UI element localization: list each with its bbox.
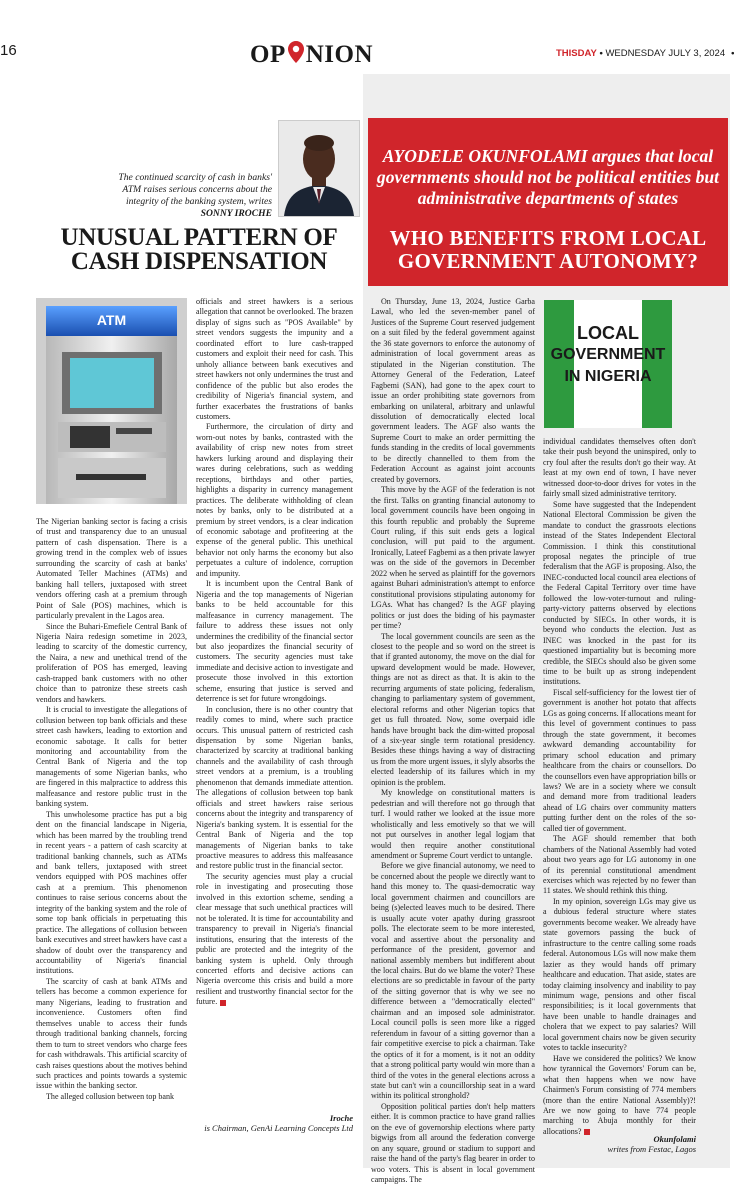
right-header-box bbox=[368, 118, 728, 286]
paper-name: THISDAY bbox=[556, 48, 597, 59]
paragraph: It is crucial to investigate the allegations of collusion between top bank officials and these street cash hawkers, leading to extortion and economic sabotage. It calls for better monitoring and accountability from the Central Bank of Nigeria and the top managements of some Nigerian banks, who are fingered in this malpractice to address this malfeasance and restore public trust in the banking system. bbox=[36, 705, 187, 809]
paragraph: Have we considered the politics? We know how tyrannical the Governors' Forum can be, what then happens when we now have Chairmen's Forum consisting of 774 members (more than the entire National Assembly)?! Are we now going to have 774 people marching to Abuja monthly for their allocations? bbox=[543, 1053, 696, 1136]
paragraph: Before we give financial autonomy, we need to be concerned about the people we directly want to hand this money to. The quasi-democratic way local government chairmen and councillors are being (s)elected leaves much to be desired. There is usually acute voter apathy during grassroot polls. The electorate seem to be more interested, vocal and assertive about the personality and performance of the president, governor and national assembly members but indifferent about the local chairs. But do we blame the voter? These elections are so predictable in favour of the party of the sitting governor that is why we see no difference between a "democratically elected" chairman and an imposed sole administrator. Local council polls is seen more like a rigged referendum in favour of a sitting governor than a fair competitive exercise to pick a chairman. Take the optics of it for a moment, is it not an oddity that a strong political party would win more than a third of the votes in the general elections across a state but can't win a councillorship seat in a ward within its political stronghold? bbox=[371, 861, 535, 1101]
paragraph: The scarcity of cash at bank ATMs and tellers has become a common experience for many Nigerians, leading to frustration and inconvenience. Customers often find themselves unable to access their funds through traditional banking channels, forcing them to turn to street vendors who charge fees for cash withdrawals. This artificial scarcity of cash raises questions about the motives behind such practices and points towards a systemic issue within the banking sector. bbox=[36, 976, 187, 1091]
right-headline: WHO BENEFITS FROM LOCAL GOVERNMENT AUTONOMY? bbox=[389, 226, 707, 273]
paragraph: The local government councils are seen as the closest to the people and so word on the street is that if granted autonomy, the move on the dial for upward development would be made. However, things are not as direct as that. It is akin to the recurring arguments of state policing, federalism, changing to parliamentary system of government, electoral reforms and other Nigerian topics that get us full throated. Now, some overpaid idle hands have brought back the dim-witted proposal of a six-year single term rotational presidency. Besides these things having a way of distracting us from the more urgent issues, it slyly absorbs the elected leadership of its failures which in my opinion is the problem. bbox=[371, 631, 535, 787]
paragraph: The alleged collusion between top bank bbox=[46, 1091, 175, 1101]
local-gov-caption-line1: LOCAL bbox=[577, 323, 639, 343]
masthead-line: THISDAY • WEDNESDAY JULY 3, 2024 bbox=[556, 48, 726, 59]
right-signoff bbox=[543, 1134, 696, 1155]
left-standfirst-author: SONNY IROCHE bbox=[200, 208, 272, 219]
paragraph: Furthermore, the circulation of dirty and worn-out notes by banks, contrasted with the availability of crisp new notes from street hawkers lurking around and displaying their wares during celebrations, such as wedding receptions, birthdays and other parties, highlights a disparity in currency management practices. The deliberate withholding of clean notes by banks, only to be distributed at a premium by street vendors, is a clear indication of economic sabotage and profiteering at the expense of the general public. This unethical behavior not only harms the economy but also perpetuates a culture of indolence, corruption and impunity. bbox=[196, 422, 353, 578]
paragraph: In conclusion, there is no other country that readily comes to mind, where such practice occurs. This unusual pattern of restricted cash dispensation by some Nigerian banks, characterized by scarcity at traditional banking channels and the availability of cash through street vendors at a premium, is a troubling phenomenon that demands immediate attention. The allegations of collusion between top bank officials and street hawkers raise serious concerns about the integrity and transparency of Nigeria's banking system. It is essential for the Central Bank of Nigeria and the top managements of Nigerian banks to take proactive measures to address this malfeasance and restore public trust in the financial sector. bbox=[196, 704, 353, 871]
right-article-column-2 bbox=[543, 437, 696, 1136]
issue-date: WEDNESDAY JULY 3, 2024 bbox=[605, 48, 726, 59]
author-photo-iroche bbox=[278, 120, 360, 217]
section-title-suffix: NION bbox=[305, 41, 374, 68]
paragraph: This move by the AGF of the federation is not the first. Talks on granting financial autonomy to local government councils have been ongoing in this fourth republic and probably the Supreme Court ruling, if this suit ends gets a logical conclusion, will put paid to the argument. Ironically, Lateef Fagbemi as a then private lawyer was on the side of the governors in December 2022 when he served as plaintiff for the governors against Buhari administration's attempt to enforce constitutional provisions stipulating autonomy for LGAs. What has changed? Is the AGF playing politics or just does the biding of his paymaster per time? bbox=[371, 485, 535, 631]
section-title bbox=[250, 40, 373, 69]
paragraph: officials and street hawkers is a serious allegation that cannot be overlooked. The brazen display of signs such as "POS Available" by street vendors suggests the impunity and a coordinated effort to lure cash-trapped customers and exploit their need for cash. This unholy alliance between bank executives and street hawkers not only undermines the trust and confidence of the public but also erodes the credibility of Nigeria's financial system, and further exacerbates the frustrations of banks customers. bbox=[196, 297, 353, 421]
left-signoff bbox=[196, 1113, 353, 1134]
paragraph: Since the Buhari-Emefiele Central Bank of Nigeria Naira redesign sometime in 2023, leading to scarcity of the domestic currency, the Naira, a new and unethical trend of the proliferation of POS has emerged, leaving cash-trapped bank customers with no other choice than to patronize these streets cash vendors and hawkers. bbox=[36, 621, 187, 704]
paragraph: Some have suggested that the Independent National Electoral Commission be given the mandate to conduct the grassroots elections instead of the States Independent Electoral Commission. I think this constitutional proposal negates the principle of true federalism that the AGF is proposing. Also, the INEC-conducted local council area elections of the Federal Capital Territory over time have followed the low-voter-turnout and ruling-party-victory patterns observed by elections conducted by SIECs. In other words, it is beyond who conducts the election. Just as INEC was knocked in the past for its questioned impartiality but is becoming more credible, the SIECs should also be given some time to be built up as strong independent institutions. bbox=[543, 499, 696, 687]
paragraph: The AGF should remember that both chambers of the National Assembly had voted about two years ago for LG autonomy in one of its perennial constitutional amendment exercises which was rejected by no fewer than 11 states. We should rethink this thing. bbox=[543, 834, 696, 896]
local-gov-caption-line2: GOVERNMENT bbox=[550, 346, 666, 363]
local-gov-caption-line3: IN NIGERIA bbox=[564, 368, 652, 385]
page-number: 16 bbox=[0, 42, 17, 59]
left-headline-line2: CASH DISPENSATION bbox=[70, 248, 328, 275]
left-signoff-role: is Chairman, GenAi Learning Concepts Ltd bbox=[204, 1123, 353, 1133]
section-title-prefix: OP bbox=[250, 41, 286, 68]
paragraph: The security agencies must play a crucial role in investigating and prosecuting those involved in this extortion scheme, sending a clear message that such unethical practices will not be tolerated. It is time for accountability and transparency to prevail in Nigeria's financial institutions, ensuring that the interests of the public are protected and the integrity of the banking system is upheld. Only through concerted efforts and decisive actions can Nigeria overcome this crisis and build a more resilient and trustworthy financial sector for the future. bbox=[196, 871, 353, 1007]
paragraph: Opposition political parties don't help matters either. It is common practice to have grand rallies on the eve of governorship elections where party bigwigs from all around the federation converge on any square, ground or stadium to support and raise the hand of the party's flag bearer in order to woo voters. This is absent in local government campaigns. The bbox=[371, 1101, 535, 1185]
paragraph: My knowledge on constitutional matters is pedestrian and will therefore not go through that turf. I would rather we looked at the issue more wholistically and less emotively so that we will not put ourselves in another legal logjam that would then require another constitutional amendment or Supreme Court verdict to untangle. bbox=[371, 788, 535, 861]
right-article-column-1 bbox=[371, 297, 535, 1185]
paragraph: On Thursday, June 13, 2024, Justice Garba Lawal, who led the seven-member panel of Justices of the Supreme Court reserved judgement on a suit filed by the federal government against the 36 state governors to enforce the autonomy of administration of local government areas as stipulated in the Nigerian constitution. The Attorney General of the Federation, Lateef Fagbemi (SAN), had gone to the apex court to issue an order prohibiting state governors from embarking on unilateral, arbitrary and unlawful dissolution of democratically elected local government leaders. The AGF also wants the Supreme Court to make an order permitting the funds standing in the credits of local governments to be directly channelled to them from the Federation Account as against joint accounts created by governors. bbox=[371, 297, 535, 484]
right-standfirst: AYODELE OKUNFOLAMI argues that local governments should not be political entities but administrative departments of states bbox=[376, 146, 720, 208]
left-headline bbox=[36, 226, 362, 274]
left-signoff-name: Iroche bbox=[329, 1113, 353, 1123]
paragraph: This unwholesome practice has put a big dent on the financial landscape in Nigeria, which has been marred by the troubling trend in recent years - a pattern of cash scarcity at traditional banking channels, such as ATMs and bank tellers, juxtaposed with street vendors equipped with POS machines offer cash at a premium. This phenomenon continues to raise serious concerns about the integrity of the banking system and the role of some top bank officials in perpetuating this practice. The allegations of collusion between bank executives and street hawkers have cast a shadow of doubt over the transparency and accountability of Nigeria's financial institutions. bbox=[36, 809, 187, 976]
pin-icon bbox=[287, 40, 305, 64]
paragraph: The Nigerian banking sector is facing a crisis of trust and transparency due to an unusual pattern of cash dispensation. There is a growing trend in the complex web of issues surrounding the scarcity of cash at banks' Automated Teller Machines (ATMs) and banking hall tellers, juxtaposed with street vendors offering cash at a premium through Point of Sale (POS) machines, which is particularly prevalent in the Lagos area. bbox=[36, 517, 187, 621]
left-headline-line1: UNUSUAL PATTERN OF bbox=[60, 224, 338, 251]
local-government-image bbox=[544, 300, 672, 428]
right-signoff-name: Okunfolami bbox=[653, 1134, 696, 1144]
end-mark-icon bbox=[220, 1000, 226, 1006]
left-article-column-2 bbox=[196, 297, 353, 1077]
left-article-column-1 bbox=[36, 517, 187, 1159]
atm-sign: ATM bbox=[96, 312, 127, 328]
atm-image bbox=[36, 298, 187, 504]
paragraph: individual candidates themselves often don't take their push beyond the uninspired, only to cry foul after the results don't go their way. At least at my own end of town, I have never witnessed door-to-door drives for votes in the fairly small sized administrative territory. bbox=[543, 437, 696, 499]
right-signoff-role: writes from Festac, Lagos bbox=[607, 1144, 696, 1154]
paragraph: In my opinion, sovereign LGs may give us a dubious federal structure where states governments become weaker. We already have state governors passing the buck of infrastructure to the centre calling some roads federal. Autonomous LGs will now make them lazier as they would hands off primary healthcare and education. That aside, states are today claiming insolvency and inability to pay minimum wage, pensions and other fiscal responsibilities; is it local governments that have been unable to handle drainages and cholera that we expect to pay salaries? Will local government chairs now be given security votes to tackle insecurity? bbox=[543, 896, 696, 1053]
left-standfirst: The continued scarcity of cash in banks' ATM raises serious concerns about the integrity of the banking system, writes SONNY IROCHE bbox=[118, 172, 272, 219]
paragraph: Fiscal self-sufficiency for the lowest tier of government is another hot potato that affects LGs as going concerns. If allocations meant for this level of government continues to pass through the state government, it becomes awkward demanding accountability for primary school education and primary healthcare from the chairs or counsellors. Do the counsellors even have appropriation bills or laws? We are in a society where we consult and demand more from traditional leaders ahead of LG chairs over community matters putting further dent on the roles of the so-called tier of government. bbox=[543, 687, 696, 833]
paragraph: It is incumbent upon the Central Bank of Nigeria and the top managements of Nigerian banks to be held accountable for this malfeasance in currency management. The failure to address these issues not only undermines the credibility of the financial sector but also jeopardizes the financial security of customers. The security agencies must take immediate and decisive action to investigate and prosecute those involved in this extortion scheme, ensuring that justice is served and deterrence is set for future wrongdoings. bbox=[196, 579, 353, 704]
local-gov-caption bbox=[544, 322, 672, 388]
